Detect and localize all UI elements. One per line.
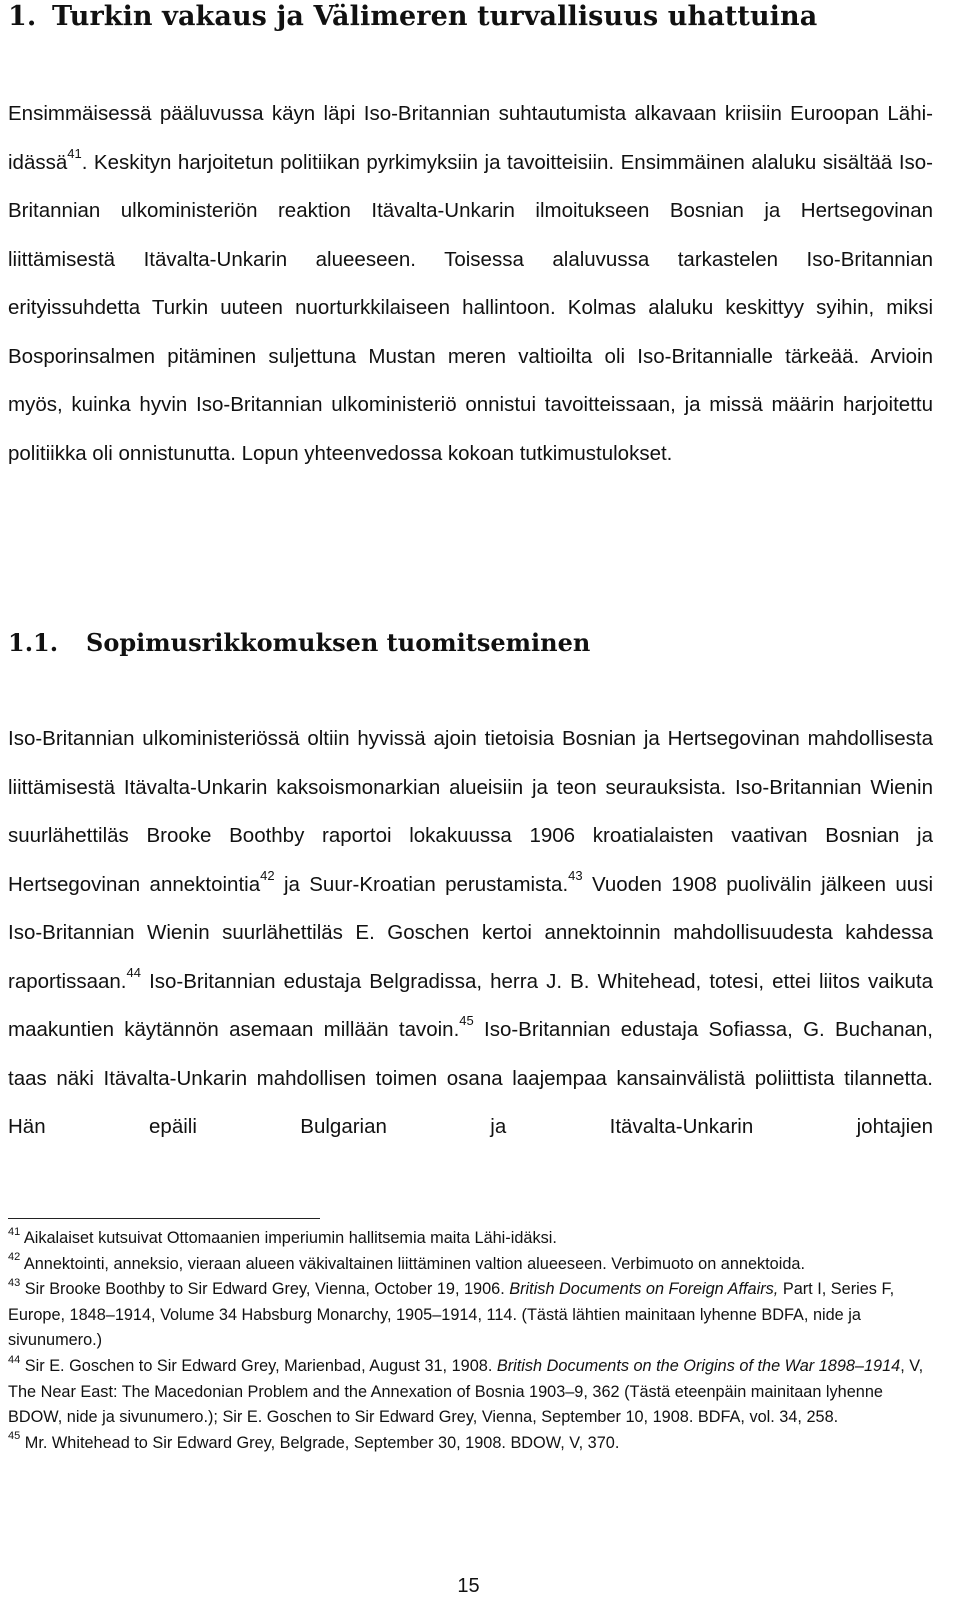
- footnote-text: Annektointi, anneksio, vieraan alueen väkivaltainen liittäminen valtion alueeseen. Verbimuoto on annektoida.: [20, 1254, 805, 1273]
- footnote-text: Aikalaiset kutsuivat Ottomaanien imperiumin hallitsemia maita Lähi-idäksi.: [20, 1229, 557, 1247]
- footnote-43: [8, 1277, 933, 1354]
- footnote-marker: 42: [8, 1251, 21, 1264]
- footnote-45: [8, 1431, 933, 1457]
- chapter-title: Turkin vakaus ja Välimeren turvallisuus uhattuina: [52, 1, 818, 32]
- footnote-ref-45[interactable]: 45: [459, 1013, 474, 1029]
- footnote-text: Sir E. Goschen to Sir Edward Grey, Marienbad, August 31, 1908.: [20, 1356, 497, 1375]
- footnote-marker: 45: [8, 1430, 21, 1443]
- footnote-ref-42[interactable]: 42: [260, 867, 275, 883]
- footnote-ref-44[interactable]: 44: [126, 964, 141, 980]
- intro-text-2: . Keskityn harjoitetun politiikan pyrkimyksiin ja tavoitteisiin. Ensimmäinen alaluku sisältää Iso-Britannian ulkoministeriön reaktion Itävalta-Unkarin ilmoitukseen Bosnian ja Hertsegovinan liittämisestä Itävalta-Unkarin alueeseen. Toisessa alaluvussa tarkastelen Iso-Britannian erityissuhdetta Turkin uuteen nuorturkkilaiseen hallintoon. Kolmas alaluku keskittyy syihin, miksi Bosporinsalmen pitäminen suljettuna Mustan meren valtioilta oli Iso-Britannialle tärkeää. Arvioin myös, kuinka hyvin Iso-Britannian ulkoministeriö onnistui tavoitteissaan, ja missä määrin harjoitettu politiikka oli onnistunutta. Lopun yhteenvedossa kokoan tutkimustulokset.: [8, 150, 933, 465]
- footnote-marker: 41: [8, 1225, 21, 1238]
- footnotes: [8, 1226, 933, 1456]
- footnote-title-italic: British Documents on Foreign Affairs,: [509, 1280, 779, 1299]
- chapter-heading: [8, 0, 817, 34]
- intro-paragraph: [8, 90, 933, 478]
- footnote-separator: [8, 1218, 320, 1219]
- section-heading: [8, 626, 590, 660]
- section-number: 1.1.: [8, 628, 59, 657]
- footnote-ref-41[interactable]: 41: [67, 145, 82, 161]
- section-text-2: ja Suur-Kroatian perustamista.: [274, 872, 569, 896]
- footnote-text: Sir Brooke Boothby to Sir Edward Grey, Vienna, October 19, 1906.: [20, 1280, 510, 1299]
- footnote-title-italic: British Documents on the Origins of the War 1898–1914: [496, 1356, 901, 1375]
- section-title: Sopimusrikkomuksen tuomitseminen: [86, 628, 591, 657]
- section-paragraph: [8, 715, 933, 1152]
- section-text-1: Iso-Britannian ulkoministeriössä oltiin hyvissä ajoin tietoisia Bosnian ja Hertsegovinan mahdollisesta liittämisestä Itävalta-Unkarin kaksoismonarkian alueisiin ja teon seurauksista. Iso-Britannian Wienin suurlähettiläs Brooke Boothby raportoi lokakuussa 1906 kroatialaisten vaativan Bosnian ja Hertsegovinan annektointia: [8, 727, 933, 896]
- footnote-text: Mr. Whitehead to Sir Edward Grey, Belgrade, September 30, 1908. BDOW, V, 370.: [20, 1433, 620, 1452]
- footnote-41: [8, 1226, 933, 1252]
- footnote-42: [8, 1252, 933, 1278]
- footnote-marker: 43: [8, 1276, 21, 1289]
- section-text-3: Vuoden 1908 puolivälin jälkeen uusi Iso-Britannian Wienin suurlähettiläs E. Goschen kertoi annektoinnin mahdollisuudesta kahdessa raportissaan.: [8, 872, 933, 993]
- footnote-text-cont: , V, The Near East: The Macedonian Problem and the Annexation of Bosnia 1903–9, 362 (Tästä eteenpäin mainitaan lyhenne BDOW, nide ja sivunumero.); Sir E. Goschen to Sir Edward Grey, Vienna, September 10, 1908. BDFA, vol. 34, 258.: [8, 1356, 924, 1427]
- footnote-text-cont: Part I, Series F, Europe, 1848–1914, Volume 34 Habsburg Monarchy, 1905–1914, 114. (Tästä lähtien mainitaan lyhenne BDFA, nide ja sivunumero.): [8, 1280, 895, 1350]
- page-number: 15: [457, 1575, 480, 1597]
- section-text-4: Iso-Britannian edustaja Belgradissa, herra J. B. Whitehead, totesi, ettei liitos vaikuta maakuntien käytännön asemaan millään tavoin.: [8, 969, 933, 1041]
- footnote-marker: 44: [8, 1353, 21, 1366]
- footnote-44: [8, 1354, 933, 1431]
- chapter-number: 1.: [8, 1, 37, 32]
- footnote-ref-43[interactable]: 43: [568, 867, 583, 883]
- intro-text-1: Ensimmäisessä pääluvussa käyn läpi Iso-Britannian suhtautumista alkavaan kriisiin Euroopan Lähi-idässä: [8, 102, 933, 174]
- section-text-5: Iso-Britannian edustaja Sofiassa, G. Buchanan, taas näki Itävalta-Unkarin mahdollisen toimen osana laajempaa kansainvälistä poliittista tilannetta. Hän epäili Bulgarian ja Itävalta-Unkarin johtajien: [8, 1018, 933, 1138]
